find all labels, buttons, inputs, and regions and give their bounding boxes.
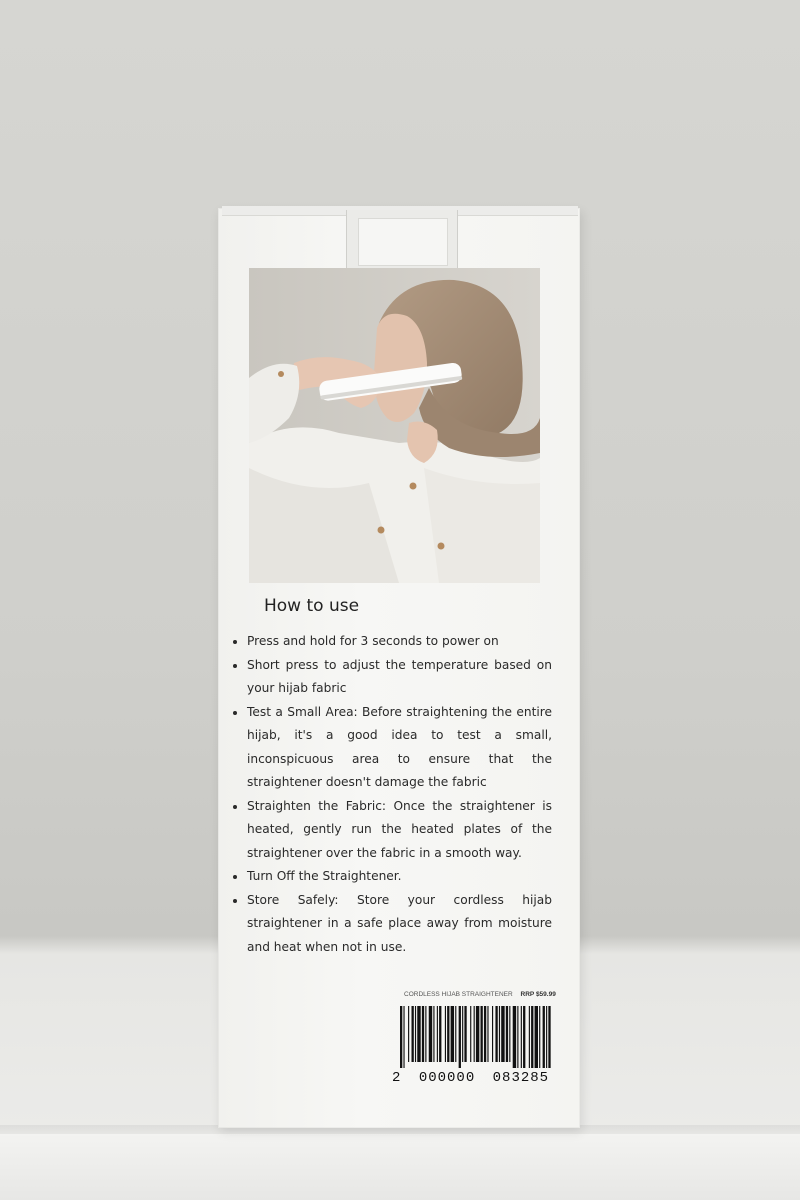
barcode-bar — [529, 1006, 530, 1068]
instruction-item: Short press to adjust the temperature based on your hijab fabric — [247, 654, 552, 701]
barcode-group-2: 083285 — [492, 1070, 550, 1086]
barcode-bar — [535, 1006, 538, 1068]
barcode-bar — [543, 1006, 545, 1068]
barcode-bar — [425, 1006, 426, 1062]
how-to-use-heading: How to use — [264, 596, 360, 616]
barcode-bar — [464, 1006, 466, 1062]
barcode-bar — [412, 1006, 414, 1062]
barcode-bar — [439, 1006, 441, 1062]
barcode-bar — [415, 1006, 416, 1062]
barcode-bar — [476, 1006, 479, 1062]
barcode-number — [392, 1070, 557, 1086]
instruction-item: Press and hold for 3 seconds to power on — [247, 630, 552, 654]
barcode-bar — [548, 1006, 550, 1068]
barcode-bar — [445, 1006, 446, 1062]
instruction-item: Turn Off the Straightener. — [247, 865, 552, 889]
instruction-item: Straighten the Fabric: Once the straightener is heated, gently run the heated plates of the straightener over the fabric in a smooth way. — [247, 795, 552, 866]
barcode-bar — [487, 1006, 488, 1062]
barcode-bar — [531, 1006, 533, 1068]
barcode-bar — [495, 1006, 497, 1062]
barcode-bar — [429, 1006, 432, 1062]
barcode-bar — [400, 1006, 402, 1068]
barcode — [400, 1006, 552, 1068]
barcode-bar — [417, 1006, 420, 1062]
instruction-item: Store Safely: Store your cordless hijab straightener in a safe place away from moisture and heat when not in use. — [247, 889, 552, 960]
barcode-bar — [481, 1006, 483, 1062]
price-label: RRP $59.99 — [520, 991, 556, 998]
price-row — [404, 991, 554, 998]
barcode-bar — [501, 1006, 504, 1062]
photo-illustration — [249, 268, 540, 583]
barcode-bar — [517, 1006, 518, 1068]
barcode-group-1: 000000 — [418, 1070, 476, 1086]
barcode-bar — [447, 1006, 449, 1062]
product-name-label: CORDLESS HIJAB STRAIGHTENER — [404, 991, 513, 998]
barcode-bar — [492, 1006, 493, 1062]
barcode-bar — [422, 1006, 424, 1062]
barcode-bar — [462, 1006, 463, 1062]
barcode-bar — [509, 1006, 510, 1062]
box-tab-label — [358, 218, 448, 266]
product-photo — [249, 268, 540, 583]
shelf — [0, 1134, 800, 1200]
barcode-bar — [433, 1006, 434, 1062]
barcode-bar — [499, 1006, 500, 1062]
barcode-bar — [451, 1006, 454, 1062]
barcode-bar — [523, 1006, 525, 1068]
barcode-bar — [513, 1006, 516, 1068]
barcode-bar — [408, 1006, 409, 1062]
instruction-item: Test a Small Area: Before straightening the entire hijab, it's a good idea to test a small, inconspicuous area to ensure that the straightener doesn't damage the fabric — [247, 701, 552, 795]
barcode-prefix: 2 — [392, 1070, 402, 1086]
barcode-bar — [459, 1006, 461, 1068]
instructions-list — [247, 630, 552, 959]
barcode-bar — [539, 1006, 540, 1068]
barcode-bar — [474, 1006, 475, 1062]
barcode-bar — [437, 1006, 438, 1062]
barcode-bar — [506, 1006, 508, 1062]
barcode-bar — [546, 1006, 547, 1068]
barcode-bar — [521, 1006, 522, 1068]
barcode-bar — [455, 1006, 456, 1062]
barcode-bar — [403, 1006, 404, 1068]
barcode-bar — [470, 1006, 471, 1062]
barcode-bar — [484, 1006, 486, 1062]
